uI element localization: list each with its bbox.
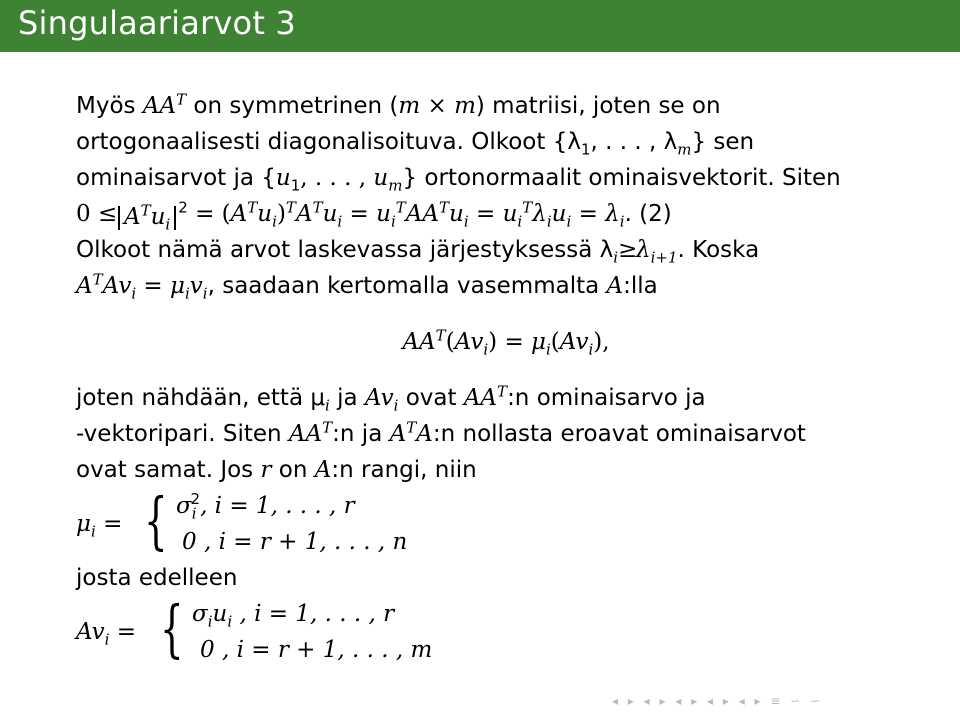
display-equation: $AA^T(Av_i) = \mu_i(Av_i)$, xyxy=(402,326,610,359)
text-line-3: ominaisarvot ja {$u_1$, . . . , $u_m$} ortonormaalit ominaisvektorit. Siten xyxy=(76,165,841,195)
text-line-2: ortogonaalisesti diagonalisoituva. Olkoot {$\lambda_1$, . . . , $\lambda_m$} sen xyxy=(76,129,755,159)
navigation-controls[interactable]: ◂ ▸ ◂ ▸ ◂ ▸ ◂ ▸ ◂ ▸ ≡ ∽ ∽ xyxy=(612,694,824,708)
text-line-8: -vektoripari. Siten $AA^T:n$ ja $A^TA:n$ nollasta eroavat ominaisarvot xyxy=(76,418,806,447)
slide-title: Singulaariarvot 3 xyxy=(18,4,296,42)
cases-equation-2: $Av_i$ = { $\sigma_iu_i$ , i = 1, . . . , r 0 , i = r + 1, . . . , m xyxy=(76,592,433,665)
text-line-5: Olkoot nämä arvot laskevassa järjestyksessä $\lambda_i\ge\lambda_{i+1}$. Koska xyxy=(76,237,760,267)
text-line-6: $A^TAv_i = \mu_iv_i$, saadaan kertomalla vasemmalta A:lla xyxy=(76,270,658,303)
text-line-1: Myös $AA^T$ on symmetrinen (m × m) matriisi, joten se on xyxy=(76,90,721,119)
text-line-9: ovat samat. Jos r on A:n rangi, niin xyxy=(76,457,477,483)
text-line-4-equation: $0 \le A^Tu_i^2 = (A^Tu_i)^TA^Tu_i = u_i^TAA^Tu_i = u_i^T\lambda_iu_i = \lambda_i$. (2) xyxy=(76,198,672,234)
slide-body xyxy=(76,88,936,668)
text-line-7: joten nähdään, että $\mu_i$ ja $Av_i$ ovat $AA^T:n$ ominaisarvo ja xyxy=(76,382,706,415)
cases-equation-1: $\mu_i$ = { $\sigma_i^2$, i = 1, . . . , r 0 , i = r + 1, . . . , n xyxy=(76,484,408,557)
slide-title-bar xyxy=(0,0,960,52)
text-line-10: josta edelleen xyxy=(76,565,238,591)
